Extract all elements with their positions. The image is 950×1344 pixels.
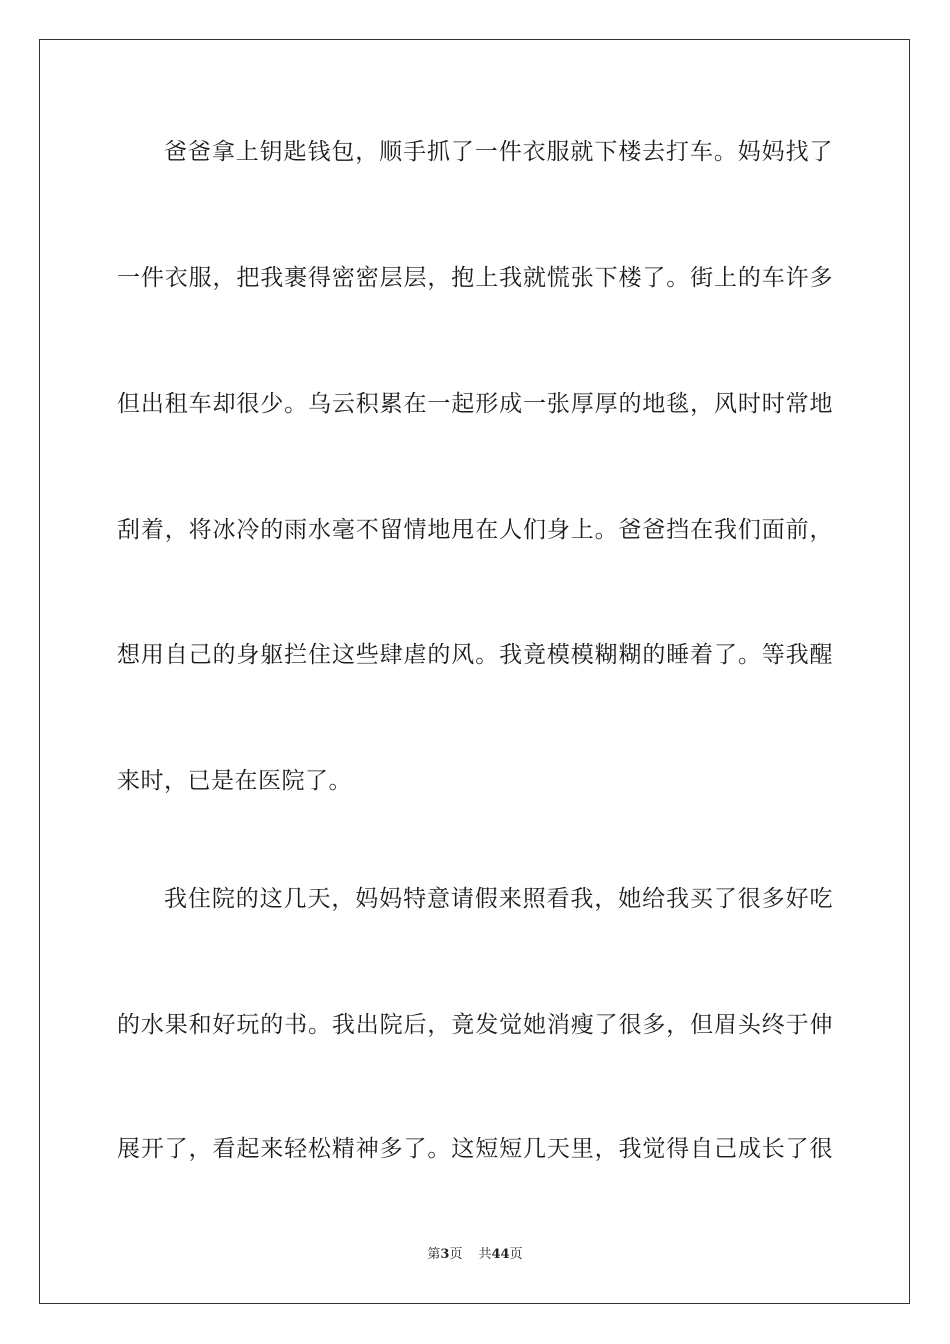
text-line-1: 爸爸拿上钥匙钱包，顺手抓了一件衣服就下楼去打车。妈妈找了	[164, 139, 833, 165]
total-pages: 44	[491, 1247, 510, 1262]
text-line-4: 刮着，将冰冷的雨水毫不留情地甩在人们身上。爸爸挡在我们面前，	[117, 517, 833, 543]
page-footer	[0, 1246, 950, 1264]
total-prefix: 共	[478, 1247, 492, 1262]
page-number: 3	[440, 1247, 450, 1262]
page-prefix: 第	[427, 1247, 441, 1262]
text-line-2: 一件衣服，把我裹得密密层层，抱上我就慌张下楼了。街上的车许多	[117, 265, 833, 291]
text-line-5: 想用自己的身躯拦住这些肆虐的风。我竟模模糊糊的睡着了。等我醒	[117, 642, 833, 668]
text-line-6: 来时，已是在医院了。	[117, 768, 352, 794]
page-border	[39, 39, 910, 1304]
text-line-8: 的水果和好玩的书。我出院后，竟发觉她消瘦了很多，但眉头终于伸	[117, 1012, 833, 1038]
page-suffix: 页	[449, 1247, 463, 1262]
total-suffix: 页	[509, 1247, 523, 1262]
text-line-9: 展开了，看起来轻松精神多了。这短短几天里，我觉得自己成长了很	[117, 1136, 833, 1162]
text-line-7: 我住院的这几天，妈妈特意请假来照看我，她给我买了很多好吃	[164, 886, 833, 912]
text-line-3: 但出租车却很少。乌云积累在一起形成一张厚厚的地毯，风时时常地	[117, 391, 833, 417]
